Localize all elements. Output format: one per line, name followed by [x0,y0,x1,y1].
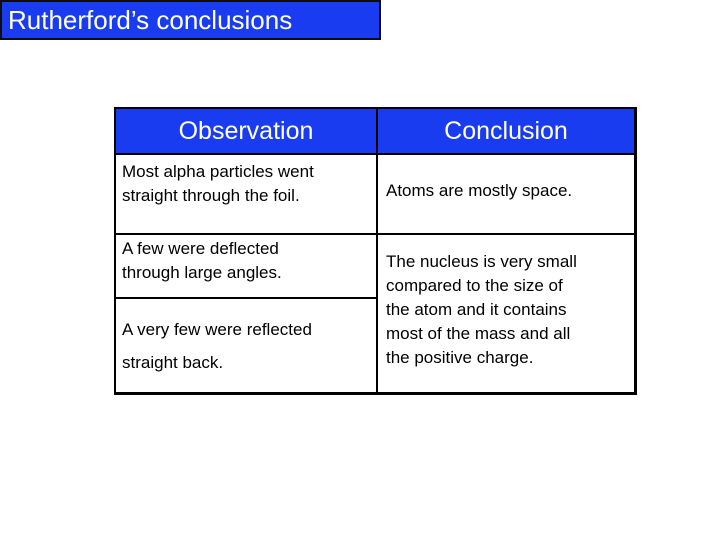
slide-title-box [0,0,381,40]
table-row-2-observation-line2: through large angles. [122,263,282,282]
table-row-3-observation-line2: straight back. [122,353,224,372]
conclusion-line-1: The nucleus is very small [386,252,577,271]
column-divider [376,109,378,392]
conclusion-line-5: the positive charge. [386,348,534,367]
conclusion-header: Conclusion [444,117,568,145]
table-row-1-observation-line1: Most alpha particles went [122,162,314,181]
table-row-2-observation [122,237,282,285]
table-row-1-conclusion: Atoms are mostly space. [386,181,573,200]
table-row-1-observation-line2: straight through the foil. [122,186,300,205]
observation-conclusion-table [114,107,637,395]
conclusion-line-4: most of the mass and all [386,324,571,343]
row-divider-2 [116,297,376,299]
table-row-2-conclusion [386,250,577,370]
table-row-3-observation-line1: A very few were reflected [122,320,312,339]
conclusion-line-3: the atom and it contains [386,300,567,319]
slide-title: Rutherford’s conclusions [8,5,293,35]
table-row-1-observation [122,160,314,208]
table-row-2-observation-line1: A few were deflected [122,239,279,258]
row-divider-1 [116,233,634,235]
conclusion-line-2: compared to the size of [386,276,563,295]
table-header-row [116,109,634,155]
observation-header: Observation [178,117,314,145]
